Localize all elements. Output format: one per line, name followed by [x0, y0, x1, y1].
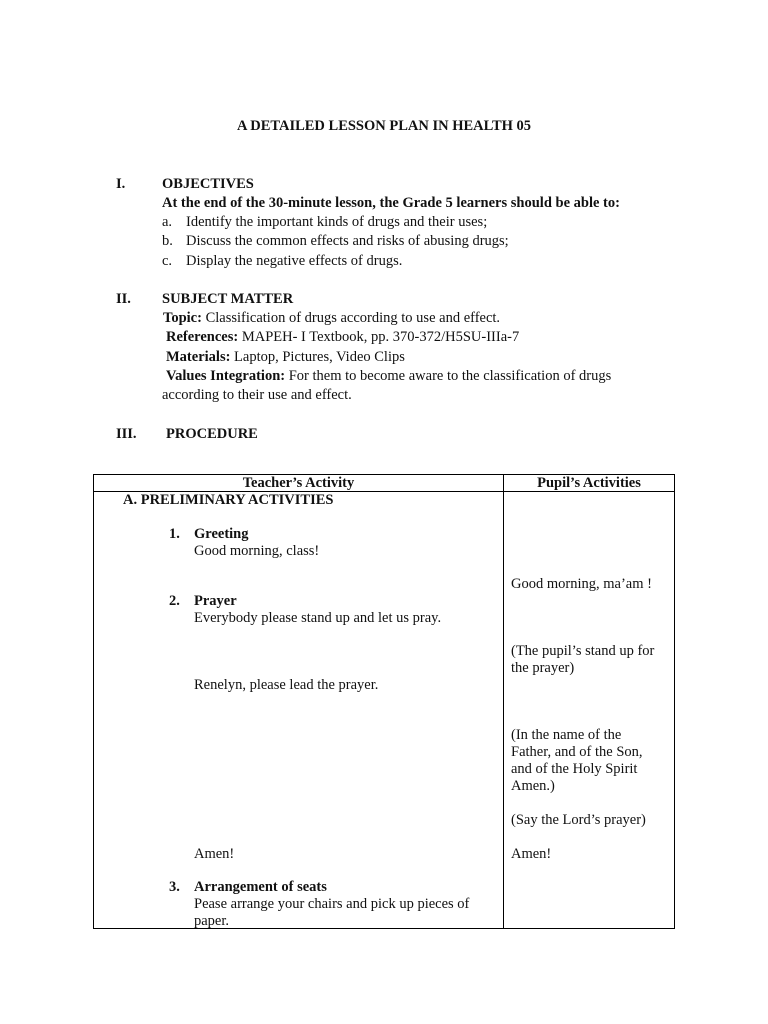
greeting-title: Greeting — [194, 526, 249, 542]
seats-text-continued: paper. — [194, 913, 230, 929]
column-divider — [503, 475, 504, 928]
materials-value: Laptop, Pictures, Video Clips — [234, 349, 405, 365]
references-value: MAPEH- I Textbook, pp. 370-372/H5SU-IIIa-7 — [241, 329, 520, 345]
lead-reply-line-3: and of the Holy Spirit — [511, 761, 638, 777]
values-label: Values Integration: — [166, 368, 286, 384]
seats-number: 3. — [169, 879, 180, 895]
lead-reply-line-2: Father, and of the Son, — [511, 744, 643, 760]
seats-title: Arrangement of seats — [194, 879, 327, 895]
prayer-number: 2. — [169, 593, 180, 609]
values-line — [166, 367, 611, 386]
greeting-text: Good morning, class! — [194, 543, 320, 559]
greeting-reply: Good morning, ma’am ! — [511, 576, 652, 592]
lead-reply-line-4: Amen.) — [511, 778, 555, 794]
subject-matter-heading: SUBJECT MATTER — [162, 291, 294, 307]
materials-label: Materials: — [166, 349, 231, 365]
topic-value: Classification of drugs according to use and effect. — [205, 310, 501, 326]
preliminary-activities-heading: A. PRELIMINARY ACTIVITIES — [123, 492, 334, 508]
teacher-activity-header: Teacher’s Activity — [242, 475, 355, 491]
lead-reply-line-1: (In the name of the — [511, 727, 622, 743]
references-label: References: — [166, 329, 239, 345]
objective-letter: a. — [162, 214, 173, 230]
procedure-heading: PROCEDURE — [166, 426, 258, 442]
topic-line — [163, 309, 500, 328]
prayer-text: Everybody please stand up and let us pray. — [194, 610, 442, 626]
lead-prayer-text: Renelyn, please lead the prayer. — [194, 677, 379, 693]
values-continuation: according to their use and effect. — [162, 387, 352, 403]
objective-letter: c. — [162, 253, 173, 269]
teacher-amen: Amen! — [194, 846, 235, 862]
objective-text: Discuss the common effects and risks of abusing drugs; — [186, 233, 509, 249]
greeting-number: 1. — [169, 526, 180, 542]
objectives-heading: OBJECTIVES — [162, 176, 254, 192]
page-title: A DETAILED LESSON PLAN IN HEALTH 05 — [236, 118, 532, 134]
prayer-title: Prayer — [194, 593, 237, 609]
lords-prayer-note: (Say the Lord’s prayer) — [511, 812, 646, 828]
objectives-number: I. — [116, 176, 126, 192]
seats-text: Pease arrange your chairs and pick up pieces of — [194, 896, 470, 912]
objective-text: Display the negative effects of drugs. — [186, 253, 403, 269]
procedure-number: III. — [116, 426, 137, 442]
procedure-table — [93, 474, 675, 929]
pupil-amen: Amen! — [511, 846, 552, 862]
subject-matter-number: II. — [116, 291, 131, 307]
objective-letter: b. — [162, 233, 173, 249]
references-line — [166, 328, 519, 347]
values-value: For them to become aware to the classification of drugs — [288, 368, 612, 384]
objective-text: Identify the important kinds of drugs and their uses; — [186, 214, 488, 230]
pupil-activities-header: Pupil’s Activities — [537, 475, 641, 491]
topic-label: Topic: — [163, 310, 202, 326]
materials-line — [166, 348, 405, 367]
objectives-intro: At the end of the 30-minute lesson, the Grade 5 learners should be able to: — [162, 195, 620, 211]
prayer-reply-line-1: (The pupil’s stand up for — [511, 643, 655, 659]
prayer-reply-line-2: the prayer) — [511, 660, 575, 676]
